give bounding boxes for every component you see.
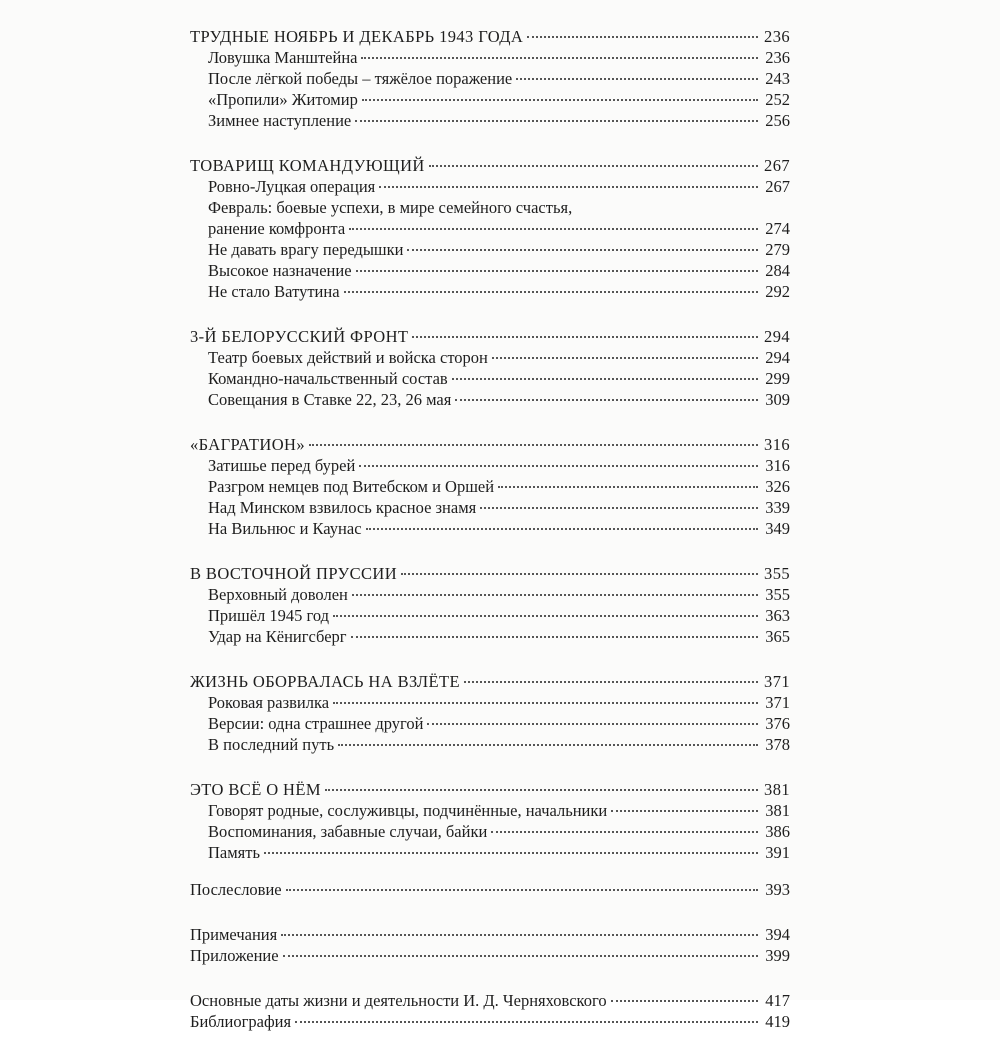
entry-title: «Пропили» Житомир [208,90,358,109]
leader-dots [344,291,758,293]
toc-entry [190,389,790,410]
leader-dots [366,528,758,530]
toc-chapter [190,434,790,455]
entry-title: Удар на Кёнигсберг [208,627,347,646]
leader-dots [407,249,758,251]
page-number: 279 [765,240,790,259]
toc-section [190,26,790,131]
leader-dots [264,852,758,854]
leader-dots [527,36,758,38]
entry-title: Командно-начальственный состав [208,369,448,388]
leader-dots [359,465,758,467]
toc-entry [190,176,790,197]
page-number: 417 [765,991,790,1010]
page-number: 371 [765,693,790,712]
toc-section [190,671,790,755]
page-number: 381 [765,801,790,820]
toc-entry [190,734,790,755]
toc-entry [190,68,790,89]
toc-section [190,434,790,539]
toc-entry [190,497,790,518]
entry-title-continued: ранение комфронта [208,219,346,238]
leader-dots [480,507,758,509]
entry-title: Пришёл 1945 год [208,606,330,625]
page-number: 267 [765,177,790,196]
leader-dots [283,955,758,957]
toc-entry [190,281,790,302]
leader-dots [361,57,758,59]
entry-title: Библиография [190,1012,292,1031]
toc-backmatter [190,924,790,966]
leader-dots [401,573,758,575]
page-number: 236 [765,48,790,67]
page-number: 363 [765,606,790,625]
toc-chapter [190,563,790,584]
entry-title: На Вильнюс и Каунас [208,519,362,538]
toc-entry [190,692,790,713]
entry-title: Зимнее наступление [208,111,352,130]
toc-entry [190,713,790,734]
page-number: 316 [765,456,790,475]
entry-title: Не давать врагу передышки [208,240,404,259]
toc-entry [190,800,790,821]
entry-title: Театр боевых действий и войска сторон [208,348,488,367]
toc-chapter [190,671,790,692]
page-number: 294 [764,327,790,346]
entry-title: Высокое назначение [208,261,352,280]
toc-appendix [190,945,790,966]
leader-dots [325,789,758,791]
leader-dots [333,615,758,617]
page-number: 391 [765,843,790,862]
entry-title: Совещания в Ставке 22, 23, 26 мая [208,390,452,409]
page-number: 294 [765,348,790,367]
toc-section [190,155,790,302]
entry-title: Память [208,843,261,862]
leader-dots [611,810,758,812]
toc-chapter [190,326,790,347]
entry-title: Верховный доволен [208,585,348,604]
page-number: 355 [764,564,790,583]
leader-dots [412,336,758,338]
chapter-title: ТРУДНЫЕ НОЯБРЬ И ДЕКАБРЬ 1943 ГОДА [190,27,524,46]
entry-title: После лёгкой победы – тяжёлое поражение [208,69,513,88]
page-number: 399 [765,946,790,965]
leader-dots [492,357,758,359]
leader-dots [333,702,758,704]
page-number: 316 [764,435,790,454]
leader-dots [281,934,758,936]
leader-dots [286,889,758,891]
toc-section [190,779,790,863]
page-number: 256 [765,111,790,130]
toc-bibliography [190,1011,790,1032]
entry-title: Послесловие [190,880,282,899]
entry-title: Роковая развилка [208,693,330,712]
page-number: 243 [765,69,790,88]
leader-dots [295,1021,758,1023]
leader-dots [352,594,758,596]
leader-dots [429,165,758,167]
entry-title: Приложение [190,946,279,965]
leader-dots [452,378,758,380]
page-number: 309 [765,390,790,409]
leader-dots [338,744,758,746]
chapter-title: ЭТО ВСЁ О НЁМ [190,780,321,799]
entry-title: Версии: одна страшнее другой [208,714,424,733]
leader-dots [309,444,758,446]
page-number: 252 [765,90,790,109]
toc-entry [190,626,790,647]
toc-chapter [190,155,790,176]
toc-entry [190,842,790,863]
leader-dots [362,99,758,101]
toc-dates [190,990,790,1011]
leader-dots [491,831,758,833]
chapter-title: В ВОСТОЧНОЙ ПРУССИИ [190,564,398,583]
leader-dots [356,270,758,272]
leader-dots [351,636,758,638]
page-number: 274 [765,219,790,238]
chapter-title: ЖИЗНЬ ОБОРВАЛАСЬ НА ВЗЛЁТЕ [190,672,460,691]
leader-dots [455,399,758,401]
leader-dots [427,723,758,725]
page-number: 386 [765,822,790,841]
toc-entry [190,260,790,281]
leader-dots [355,120,758,122]
toc-entry [190,239,790,260]
leader-dots [379,186,758,188]
toc-notes [190,924,790,945]
entry-title: Основные даты жизни и деятельности И. Д. Черняховского [190,991,607,1010]
leader-dots [611,1000,758,1002]
entry-title: Ловушка Манштейна [208,48,358,67]
toc-entry [190,605,790,626]
page-number: 299 [765,369,790,388]
page-number: 339 [765,498,790,517]
toc-chapter [190,26,790,47]
entry-title: Примечания [190,925,278,944]
leader-dots [349,228,758,230]
toc-entry-line1 [190,197,790,218]
page-number: 236 [764,27,790,46]
page-number: 419 [765,1012,790,1031]
page-number: 292 [765,282,790,301]
page-number: 378 [765,735,790,754]
page-number: 284 [765,261,790,280]
toc-entry [190,89,790,110]
entry-title: В последний путь [208,735,335,754]
table-of-contents [190,26,790,1056]
entry-title: Говорят родные, сослуживцы, подчинённые, начальники [208,801,608,820]
entry-title: Затишье перед бурей [208,456,356,475]
leader-dots [498,486,758,488]
entry-title: Февраль: боевые успехи, в мире семейного счастья, [208,198,573,217]
toc-entry [190,518,790,539]
page-number: 381 [764,780,790,799]
entry-title: Ровно-Луцкая операция [208,177,376,196]
entry-title: Не стало Ватутина [208,282,340,301]
chapter-title: ТОВАРИЩ КОМАНДУЮЩИЙ [190,156,425,175]
toc-entry [190,584,790,605]
page-number: 376 [765,714,790,733]
page-number: 365 [765,627,790,646]
page-number: 371 [764,672,790,691]
toc-entry [190,368,790,389]
toc-entry [190,455,790,476]
chapter-title: 3-Й БЕЛОРУССКИЙ ФРОНТ [190,327,409,346]
toc-afterword [190,879,790,900]
entry-title: Разгром немцев под Витебском и Оршей [208,477,495,496]
page-number: 326 [765,477,790,496]
page-number: 349 [765,519,790,538]
toc-backmatter [190,990,790,1032]
page-number: 394 [765,925,790,944]
toc-entry [190,110,790,131]
toc-backmatter [190,879,790,900]
toc-entry [190,821,790,842]
leader-dots [516,78,758,80]
toc-entry [190,476,790,497]
toc-chapter [190,779,790,800]
toc-entry [190,47,790,68]
toc-entry [190,347,790,368]
page-number: 393 [765,880,790,899]
entry-title: Над Минском взвилось красное знамя [208,498,477,517]
chapter-title: «БАГРАТИОН» [190,435,305,454]
leader-dots [464,681,758,683]
toc-section [190,326,790,410]
entry-title: Воспоминания, забавные случаи, байки [208,822,488,841]
toc-section [190,563,790,647]
toc-entry [190,218,790,239]
page-number: 355 [765,585,790,604]
page-number: 267 [764,156,790,175]
